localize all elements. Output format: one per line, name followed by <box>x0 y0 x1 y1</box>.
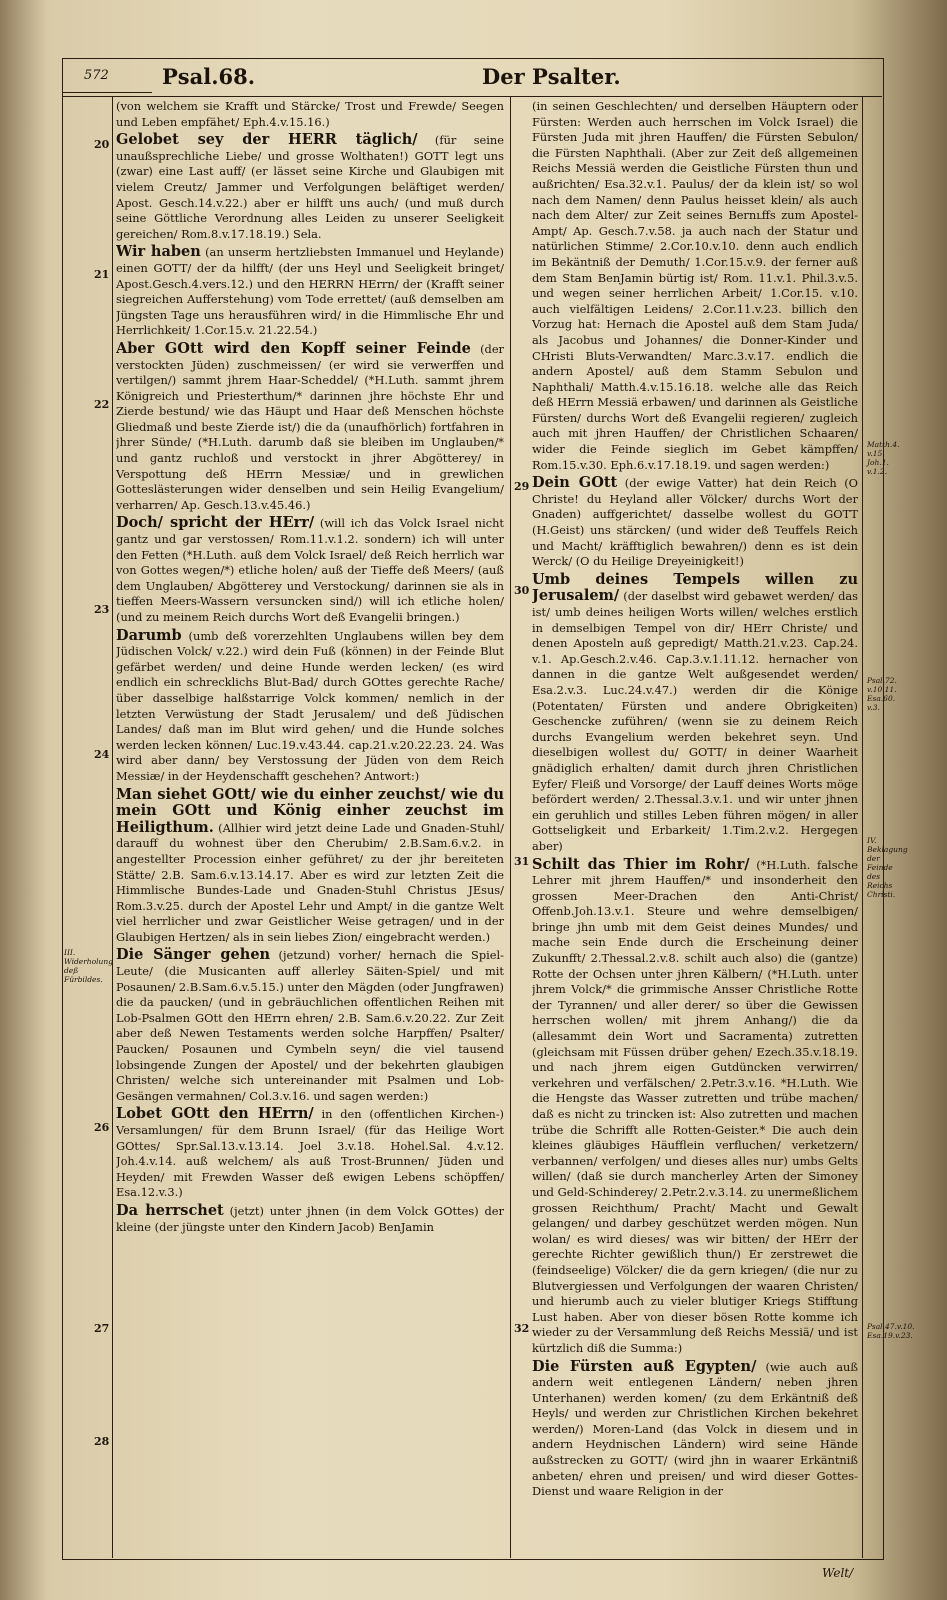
verse-gloss: (der daselbst wird gebawet werden/ das ist/ umb deines heiligen Worts willen/ welches erstlich in demselbigen Tempel von dir/ HErr Christe/ und denen Aposteln auß gepredigt/ Matth.21.v.23. Cap.24. v.1. Ap.Gesch.2.v.46. Cap.3.v.1.11.12. hernacher von dannen in die gantze Welt außgesendet werden/ Esa.2.v.3. Luc.24.v.47.) werden dir die Könige (Potentaten/ Fürsten und andere Obrigkeiten) Geschencke zuführen/ (wenn sie zu deinem Reich durchs Evangelium werden bekehret seyn. Und dieselbigen wollest du/ GOTT/ in deiner Waarheit gnädiglich erhalten/ damit durch jhren Christlichen Eyfer/ Fleiß und Vorsorge/ der Lauff deines Worts möge befördert werden/ 2.Thessal.3.v.1. und wir unter jhnen ein geruhlich und stilles Leben führen mögen/ in aller Gottseligkeit und Erbarkeit/ 1.Tim.2.v.2. Hergegen aber) <box>532 589 858 853</box>
margin-note-right: IV. Beklagung der Feinde des Reichs Christi. <box>867 836 908 899</box>
running-head-left: Psal.68. <box>162 64 256 89</box>
verse-lead: Lobet GOtt den HErrn/ <box>116 1105 314 1123</box>
verse-number: 23 <box>94 603 110 616</box>
verse-lead: Schilt das Thier im Rohr/ <box>532 855 750 873</box>
page-number: 572 <box>84 68 109 83</box>
verse-gloss: (jetzund) vorher/ hernach die Spiel-Leute/ (die Musicanten auff allerley Säiten-Spiel/ und mit Posaunen/ 2.B.Sam.6.v.5.15.) unter den Mägden (oder Jungfrawen) die da paucken/ (und in gebräuchlichen offentlichen Reihen mit Lob-Psalmen GOtt den HErrn ehren/ 2.B. Sam.6.v.20.22. Zur Zeit aber deß Newen Testaments werden solche Harpffen/ Psalter/ Paucken/ Posaunen und Cymbeln seyn/ die viel tausend lobsingende Zungen der Apostel/ und der bekehrten glaubigen Christen/ welche sich untereinander mit Psalmen und Lob-Gesängen vermahnen/ Col.3.v.16. und sagen werden:) <box>116 948 504 1103</box>
verse-paragraph <box>116 341 504 514</box>
verse-paragraph <box>116 947 504 1104</box>
verse-lead: Da herrschet <box>116 1201 224 1219</box>
verse-paragraph <box>116 1203 504 1235</box>
verse-gloss: (*H.Luth. falsche Lehrer mit jhrem Hauffen/* und insonderheit den grossen Meer-Drachen den Anti-Christ/ Offenb.Joh.13.v.1. Steure und wehre demselbigen/ bringe jhn umb mit dem Geist deines Mundes/ und mache sein Ende durch die Erscheinung deiner Zukunfft/ 2.Thessal.2.v.8. schilt auch also) die (gantze) Rotte der Ochsen unter jhren Kälbern/ (*H.Luth. unter jhrem Volck/* die grimmische Ansser Christliche Rotte der Tyrannen/ und aller derer/ so über die Gewissen herrschen wollen/ mit jhrem Anhang/) die da (allesammt dein Wort und Sacramenta) zutretten (gleichsam mit Füssen drüber gehen/ Ezech.35.v.18.19. und nach jhrem eigen Gutdüncken verwirren/ verkehren und verfälschen/ 2.Petr.3.v.16. *H.Luth. Wie die Hengste das Wasser zutretten und trübe machen/ daß es nicht zu trincken ist: Also zutretten und machen trübe die Schrifft alle Rotten-Geister.* Die auch dein kleines gläubiges Häufflein verfluchen/ verketzern/ verbannen/ verfolgen/ und dieses alles nur) umbs Gelts willen/ (daß sie durch mancherley Arten der Simoney und Geld-Schinderey/ 2.Petr.2.v.3.14. zu unermeßlichem grossen Reichthum/ Pracht/ Macht und Gewalt gelangen/ und darbey geschützet werden mögen. Nun wolan/ es wird dieses/ was wir bitten/ der HErr der gerechte Richter gewißlich thun/) Er zerstrewet die (feindseelige) Völcker/ die da gern kriegen/ (die nur zu Blutvergiessen und Verfolgungen der waaren Christen/ und hierumb auch zu vieler blutiger Kriegs Stifftung Lust haben. Aber von dieser bösen Rotte komme ich wieder zu der Versammlung deß Reichs Messiä/ und ist kürtzlich diß die Summa:) <box>532 857 858 1355</box>
verse-number: 30 <box>514 584 530 597</box>
right-margin-rule <box>862 96 863 1558</box>
verse-paragraph <box>116 98 504 130</box>
verse-number: 31 <box>514 855 530 868</box>
verse-paragraph <box>116 244 504 339</box>
verse-lead: Darumb <box>116 626 182 644</box>
verse-lead: Die Fürsten auß Egypten/ <box>532 1357 757 1375</box>
verse-lead: Die Sänger gehen <box>116 946 271 964</box>
verse-paragraph <box>116 787 504 946</box>
verse-lead: Wir haben <box>116 243 201 261</box>
verse-lead: Umb deines Tempels willen zu Jerusalem/ <box>532 570 858 605</box>
verse-number: 26 <box>94 1121 110 1134</box>
verse-lead: Doch/ spricht der HErr/ <box>116 514 315 532</box>
verse-gloss: in den (offentlichen Kirchen-) Versamlungen/ für dem Brunn Israel/ (für das Heilige Wort GOttes/ Spr.Sal.13.v.13.14. Joel 3.v.18. Hohel.Sal. 4.v.12. Joh.4.v.14. auß welchem/ als auß Trost-Brunnen/ Jüden und Heyden/ mit Frewden Wasser deß ewigen Lebens schöpffen/ Esa.12.v.3.) <box>116 1107 504 1200</box>
verse-paragraph <box>116 628 504 785</box>
verse-number: 32 <box>514 1322 530 1335</box>
margin-note-right: Psal.72. v.10.11. Esa.60. v.3. <box>867 676 897 712</box>
verse-number: 29 <box>514 480 530 493</box>
verse-gloss: (Allhier wird jetzt deine Lade und Gnaden-Stuhl/ darauff du wohnest über den Cherubim/ 2.B.Sam.6.v.2. in angestellter Procession einher geführet/ zu der jhr bereiteten Stätte/ 2.B. Sam.6.v.13.14.17. Aber es wird zur letzten Zeit die Himmlische Bundes-Lade und Gnaden-Stuhl Christus JEsus/ Rom.3.v.25. durch der Apostel Lehr und Ampt/ in die gantze Welt viel herrlicher und zwar Geistlicher Weise getragen/ und in der Glaubigen Hertzen/ als in sein liebes Zion/ eingebracht werden.) <box>116 820 504 944</box>
page-number-rule <box>62 92 152 93</box>
verse-paragraph <box>116 132 504 242</box>
left-text-column <box>116 98 504 1554</box>
verse-lead: Dein GOtt <box>532 474 618 492</box>
catchword: Welt/ <box>822 1566 854 1580</box>
verse-lead: Gelobet sey der HERR täglich/ <box>116 131 418 149</box>
verse-gloss: (für seine unaußsprechliche Liebe/ und grosse Wolthaten!) GOTT legt uns (zwar) eine Last auff/ (er lässet seine Kirche und Glaubigen mit vielem Creutz/ Jammer und Verfolgungen beläftiget werden/ Apost. Gesch.14.v.22.) aber er hilfft uns auch/ (und muß durch seine Göttliche Verordnung alles Leiden zu unserer Seeligkeit gereichen/ Rom.8.v.17.18.19.) Sela. <box>116 133 504 241</box>
verse-number: 21 <box>94 268 110 281</box>
margin-note-left: III. Widerholung deß Fürbildes. <box>64 948 114 984</box>
verse-gloss: (in seinen Geschlechten/ und derselben Häuptern oder Fürsten: Werden auch herrschen im Volck Israel) die Fürsten Juda mit jhren Hauffen/ die Fürsten Sebulon/ die Fürsten Naphthali. (Aber zur Zeit deß allgemeinen Reichs Messiä werden die Geistliche Fürsten thun und außrichten/ Esa.32.v.1. Paulus/ der da klein ist/ so wol nach dem Namen/ denn Paulus heisset klein/ als auch nach dem Alter/ zur Zeit seines Berուffs zum Apostel-Ampt/ Ap. Gesch.7.v.58. ja auch nach der Statur und natürlichen Stimme/ 2.Cor.10.v.10. denn auch endlich im Bekäntniß der Demuth/ 1.Cor.15.v.9. der ferner auß dem Stam BenJamin bürtig ist/ Rom. 11.v.1. Phil.3.v.5. und wegen seiner herrlichen Arbeit/ 1.Cor.15. v.10. auch vielfältigen Leidens/ 2.Cor.11.v.23. billich den Vorzug hat: Hernach die Apostel auß dem Stam Juda/ als Jacobus und Johannes/ die Donner-Kinder und CHristi Bluts-Verwandten/ Marc.3.v.17. endlich die andern Apostel/ auß dem Stamm Sebulon und Naphthali/ Matth.4.v.15.16.18. welche alle das Reich deß HErrn Messiä erbawen/ und darinnen als Geistliche Fürsten/ durchs Wort deß Evangelii regieren/ zugleich auch mit jhren Hauffen/ der Christlichen Schaaren/ wider die Feinde sieglich im Gebet kämpffen/ Rom.15.v.30. Eph.6.v.17.18.19. und sagen werden:) <box>532 99 858 472</box>
verse-paragraph <box>532 475 858 570</box>
verse-paragraph <box>116 515 504 625</box>
verse-paragraph <box>532 1359 858 1500</box>
verse-paragraph <box>532 98 858 473</box>
verse-lead: Aber GOtt wird den Kopff seiner Feinde <box>116 339 471 357</box>
verse-paragraph <box>532 572 858 855</box>
verse-gloss: (umb deß vorerzehlten Unglaubens willen bey dem Jüdischen Volck/ v.22.) wird dein Fuß (können) in der Feinde Blut gefärbet werden/ und deine Hunde werden lecken/ (es wird endlich ein schrecklichs Blut-Bad/ durch GOttes gerechte Rache/ über dasselbige halßstarrige Volck kommen/ nemlich in der letzten Verwüstung der Stadt Jerusalem/ und deß Jüdischen Landes/ daß man im Blut wird gehen/ und die Hunde solches werden lecken können/ Luc.19.v.43.44. cap.21.v.20.22.23. 24. Was wird aber dann/ bey Verstossung der Jüden von dem Reich Messiæ/ in der Heydenschafft geschehen? Antwort:) <box>116 628 504 783</box>
verse-gloss: (jetzt) unter jhnen (in dem Volck GOttes) der kleine (der jüngste unter den Kindern Jacob) BenJamin <box>116 1203 504 1234</box>
margin-note-right: Psal.47.v.10. Esa.19.v.23. <box>867 1322 915 1340</box>
verse-number: 28 <box>94 1435 110 1448</box>
psalter-page <box>62 58 915 1580</box>
column-divider <box>510 96 511 1558</box>
verse-lead: Man siehet GOtt/ wie du einher zeuchst/ wie du mein GOtt und König einher zeuchst im Heiligthum. <box>116 785 504 836</box>
verse-paragraph <box>532 857 858 1357</box>
verse-gloss: (will ich das Volck Israel nicht gantz und gar verstossen/ Rom.11.v.1.2. sondern) ich will unter den Fetten (*H.Luth. auß dem Volck Israel/ deß Reich herrlich war von Gottes wegen/*) etliche holen/ auß der Tieffe deß Meers/ (auß dem Unglauben/ Abgötterey und Verstockung/ darinnen sie als in tieffen Meers-Wassern versuncken sind/) will ich etliche holen/ (und zu meinem Reich durchs Wort deß Evangelii bringen.) <box>116 516 504 624</box>
verse-gloss: (wie auch auß andern weit entlegenen Ländern/ neben jhren Unterhanen) werden komen/ (zu dem Erkäntniß deß Heyls/ und werden zur Christlichen Kirchen bekehret werden/) Moren-Land (das Volck in diesem und in andern Heydnischen Ländern) wird seine Hände außstrecken zu GOTT/ (wird jhn in waarer Erkäntniß anbeten/ ehren und preisen/ und wird dieser Gottes-Dienst und waare Religion in der <box>532 1359 858 1499</box>
left-margin-rule <box>112 96 113 1558</box>
verse-gloss: (der ewige Vatter) hat dein Reich (O Christe! du Heyland aller Völcker/ durchs Wort der Gnaden) auffgerichtet/ dasselbe wollest du GOTT (H.Geist) uns stärcken/ (und wider deß Teuffels Reich und Macht/ kräfftiglich bewahren/) denn es ist dein Werck/ (O du Heilige Dreyeinigkeit!) <box>532 476 858 569</box>
right-text-column <box>532 98 858 1554</box>
verse-gloss: (von welchem sie Krafft und Stärcke/ Trost und Frewde/ Seegen und Leben empfähet/ Eph.4.v.15.16.) <box>116 99 504 129</box>
margin-note-right: Matth.4. v.15. Joh.1. v.1.2. <box>867 440 900 476</box>
verse-number: 27 <box>94 1322 110 1335</box>
verse-number: 22 <box>94 398 110 411</box>
page-header <box>62 58 882 97</box>
verse-number: 24 <box>94 748 110 761</box>
verse-paragraph <box>116 1106 504 1201</box>
verse-gloss: (an unserm hertzliebsten Immanuel und Heylande) einen GOTT/ der da hilfft/ (der uns Heyl und Seeligkeit bringet/ Apost.Gesch.4.vers.12.) und den HERRN HErrn/ der (Krafft seiner siegreichen Aufferstehung) vom Tode errettet/ (auß demselben am Jüngsten Tage uns herausführen wird/ in die Himmlische Ehr und Herrlichkeit/ 1.Cor.15.v. 21.22.54.) <box>116 245 504 338</box>
verse-number: 20 <box>94 138 110 151</box>
verse-gloss: (der verstockten Jüden) zuschmeissen/ (er wird sie verwerffen und vertilgen/) sammt jhrem Haar-Scheddel/ (*H.Luth. sammt jhrem Königreich und Priesterthum/* darinnen jhre höchste Ehr und Zierde bestund/ wie das Häupt und Haar deß Menschen höchste Gliedmaß und beste Zierde ist/) die da (unaufhörlich) fortfahren in jhrer Sünde/ (*H.Luth. darumb daß sie bleiben im Unglauben/* und gantz ruchloß und verstockt in jhrer Abgötterey/ in Verspottung deß HErrn Messiæ/ und in grewlichen Gotteslästerungen wider denselben und sein Heilig Evangelium/ verharren/ Ap. Gesch.13.v.45.46.) <box>116 341 504 512</box>
running-head-right: Der Psalter. <box>482 64 621 89</box>
